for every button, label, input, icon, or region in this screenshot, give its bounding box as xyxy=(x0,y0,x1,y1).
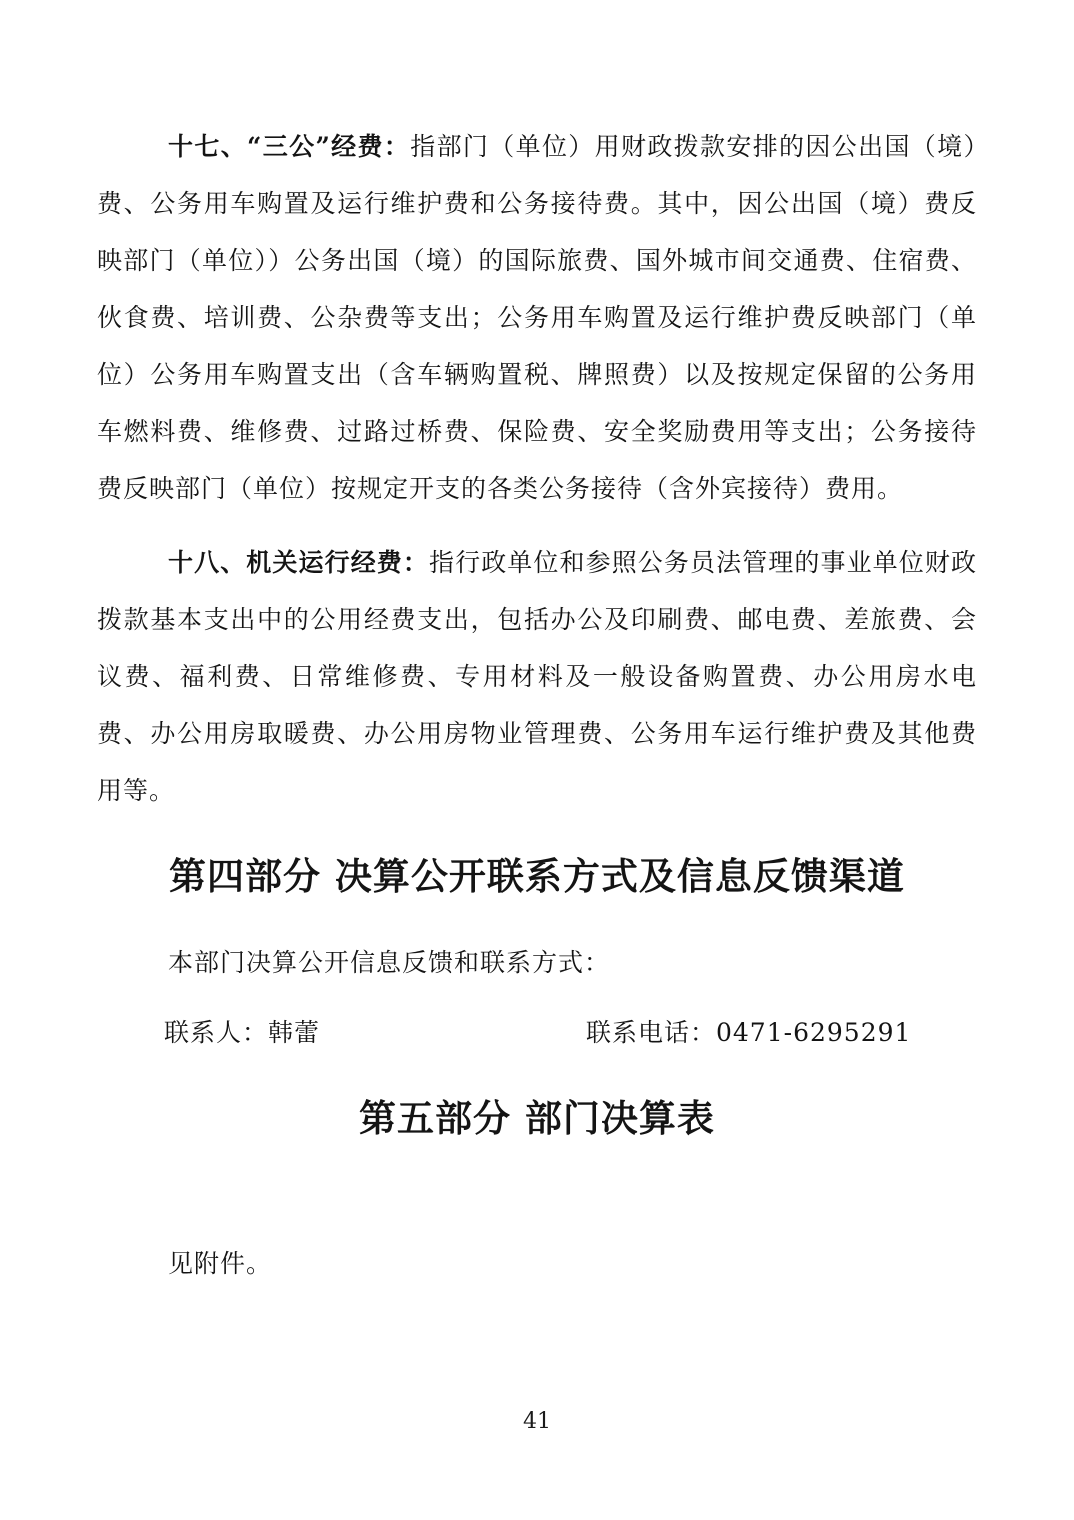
definition-agency-operating-funds: 指行政单位和参照公务员法管理的事业单位财政拨款基本支出中的公用经费支出，包括办公及印刷费、邮电费、差旅费、会议费、福利费、日常维修费、专用材料及一般设备购置费、办公用房水电费、办公用房取暖费、办公用房物业管理费、公务用车运行维护费及其他费用等。 xyxy=(97,548,977,805)
paragraph-sangong-expenses xyxy=(97,118,977,517)
page-number: 41 xyxy=(523,1409,551,1434)
section5-heading: 第五部分 部门决算表 xyxy=(359,1096,715,1140)
paragraph-agency-operating-funds xyxy=(97,534,977,819)
contact-intro: 本部门决算公开信息反馈和联系方式： xyxy=(168,948,611,977)
definition-sangong-expenses: 指部门（单位）用财政拨款安排的因公出国（境）费、公务用车购置及运行维护费和公务接待费。其中，因公出国（境）费反映部门（单位））公务出国（境）的国际旅费、国外城市间交通费、住宿费、伙食费、培训费、公杂费等支出；公务用车购置及运行维护费反映部门（单位）公务用车购置支出（含车辆购置税、牌照费）以及按规定保留的公务用车燃料费、维修费、过路过桥费、保险费、安全奖励费用等支出；公务接待费反映部门（单位）按规定开支的各类公务接待（含外宾接待）费用。 xyxy=(97,132,977,503)
contact-phone: 联系电话：0471-6295291 xyxy=(586,1018,912,1047)
section4-heading: 第四部分 决算公开联系方式及信息反馈渠道 xyxy=(169,854,905,898)
term-sangong-expenses: 十七、“三公”经费： xyxy=(168,132,411,161)
term-agency-operating-funds: 十八、机关运行经费： xyxy=(168,548,429,577)
attachment-note: 见附件。 xyxy=(168,1249,273,1278)
contact-person: 联系人：韩蕾 xyxy=(164,1018,321,1047)
contact-row xyxy=(97,1004,977,1061)
